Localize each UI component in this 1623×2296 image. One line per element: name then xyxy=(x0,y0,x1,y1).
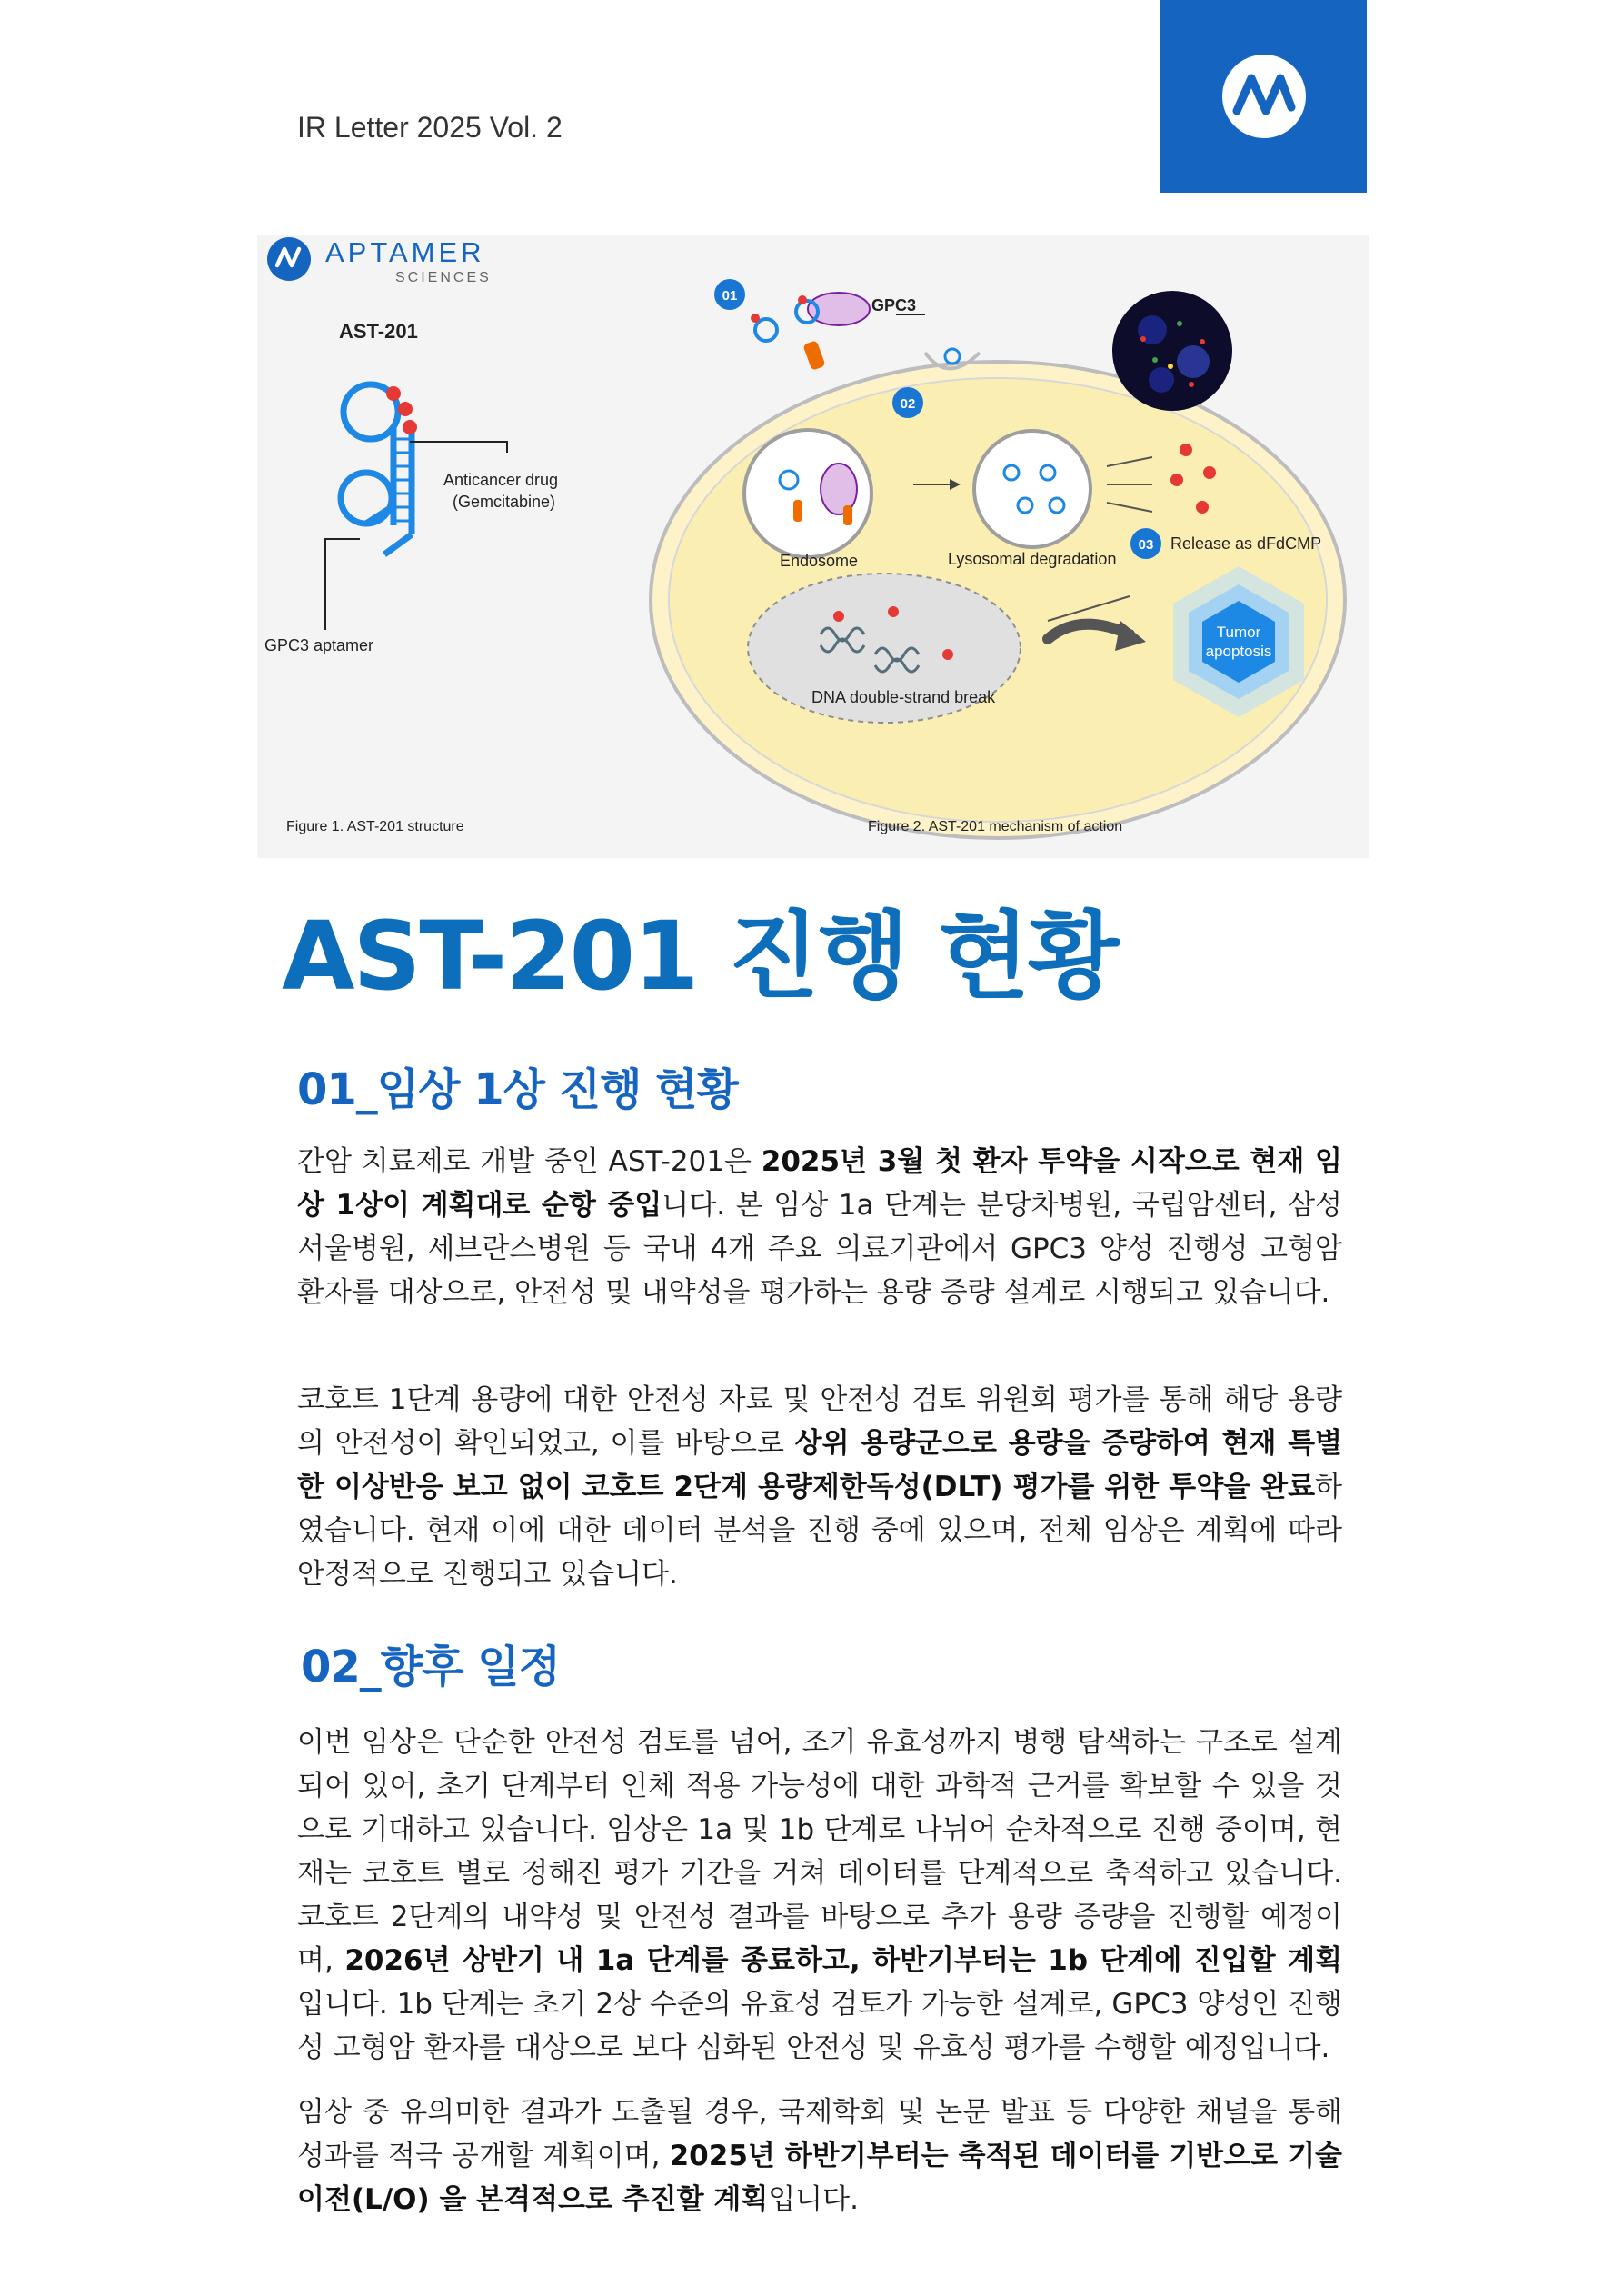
apoptosis-label: apoptosis xyxy=(1205,643,1272,660)
anticancer-sub-label: (Gemcitabine) xyxy=(453,493,556,511)
aptamer-rungs xyxy=(393,439,412,521)
figure-1-caption: Figure 1. AST-201 structure xyxy=(286,819,464,834)
brand-sub: SCIENCES xyxy=(395,270,492,285)
microscopy-image xyxy=(1112,291,1232,411)
aptamer-logo-icon xyxy=(1220,53,1308,140)
drug-pointer xyxy=(410,442,507,453)
aptamer-label: GPC3 aptamer xyxy=(264,636,374,654)
dna-label: DNA double-strand break xyxy=(812,688,996,706)
aptamer-sciences-logo xyxy=(267,236,492,285)
release-label: Release as dFdCMP xyxy=(1170,534,1322,553)
endosome-label: Endosome xyxy=(780,552,859,570)
lysosomal-label: Lysosomal degradation xyxy=(948,550,1117,568)
section-2-paragraph-2: 임상 중 유의미한 결과가 도출될 경우, 국제학회 및 논문 발표 등 다양한 채널을 통해 성과를 적극 공개할 계획이며, 2025년 하반기부터는 축적된 데이터를 기반으로 기술이전(L/O) 을 본격적으로 추진할 계획입니다. xyxy=(297,2096,1342,2216)
section-1-heading: 01_임상 1상 진행 현황 xyxy=(297,1064,738,1115)
svg-text:02: 02 xyxy=(900,396,916,412)
section-2-paragraph-1: 이번 임상은 단순한 안전성 검토를 넘어, 조기 유효성까지 병행 탐색하는 구조로 설계되어 있어, 초기 단계부터 인체 적용 가능성에 대한 과학적 근거를 확보할 수 있을 것으로 기대하고 있습니다. 임상은 1a 및 1b 단계로 나뉘어 순차적으로 진행 중이며, 현재는 코호트 별로 정해진 평가 기간을 거쳐 데이터를 단계적으로 축적하고 있습니다. 코호트 2단계의 내약성 및 안전성 결과를 바탕으로 추가 용량 증량을 진행할 예정이며, 2026년 상반기 내 1a 단계를 종료하고, 하반기부터는 1b 단계에 진입할 계획입니다. 1b 단계는 초기 2상 수준의 유효성 검토가 가능한 설계로, GPC3 양성인 진행성 고형암 환자를 대상으로 보다 심화된 안전성 및 유효성 평가를 수행할 예정입니다. xyxy=(297,1726,1342,2064)
corner-badge xyxy=(1160,0,1367,193)
anticancer-label: Anticancer drug xyxy=(443,471,559,489)
figure-panel xyxy=(257,235,1369,858)
section-1-paragraph-1: 간암 치료제로 개발 중인 AST-201은 2025년 3월 첫 환자 투약을 시작으로 현재 임상 1상이 계획대로 순항 중입니다. 본 임상 1a 단계는 분당차병원, 국립암센터, 삼성서울병원, 세브란스병원 등 국내 4개 주요 의료기관에서 GPC3 양성 진행성 고형암 환자를 대상으로, 안전성 및 내약성을 평가하는 용량 증량 설계로 시행되고 있습니다. xyxy=(297,1145,1342,1309)
step-02-badge xyxy=(892,387,923,418)
step-01-badge xyxy=(714,279,745,310)
step-03-badge xyxy=(1130,528,1161,559)
aptamer-pointer xyxy=(325,539,360,630)
section-1-paragraph-2: 코호트 1단계 용량에 대한 안전성 자료 및 안전성 검토 위원회 평가를 통해 해당 용량의 안전성이 확인되었고, 이를 바탕으로 상위 용량군으로 용량을 증량하여 현재 특별한 이상반응 보고 없이 코호트 2단계 용량제한독성(DLT) 평가를 위한 투약을 완료하였습니다. 현재 이에 대한 데이터 분석을 진행 중에 있으며, 전체 임상은 계획에 따라 안정적으로 진행되고 있습니다. xyxy=(297,1383,1342,1591)
main-title: AST-201 진행 현황 xyxy=(282,901,1118,1012)
figure-2-caption: Figure 2. AST-201 mechanism of action xyxy=(868,819,1123,834)
section-2-heading: 02_향후 일정 xyxy=(301,1642,560,1692)
newsletter-title: IR Letter 2025 Vol. 2 xyxy=(297,111,563,144)
tumor-label: Tumor xyxy=(1216,624,1261,641)
brand-name: APTAMER xyxy=(325,236,485,268)
gpc3-label: GPC3 xyxy=(871,296,917,314)
svg-text:03: 03 xyxy=(1138,537,1154,553)
ast-label: AST-201 xyxy=(339,320,418,343)
figure-illustration xyxy=(257,235,1369,858)
gpc3-binding xyxy=(751,293,980,371)
nucleus xyxy=(748,574,1021,723)
svg-text:01: 01 xyxy=(722,288,738,304)
